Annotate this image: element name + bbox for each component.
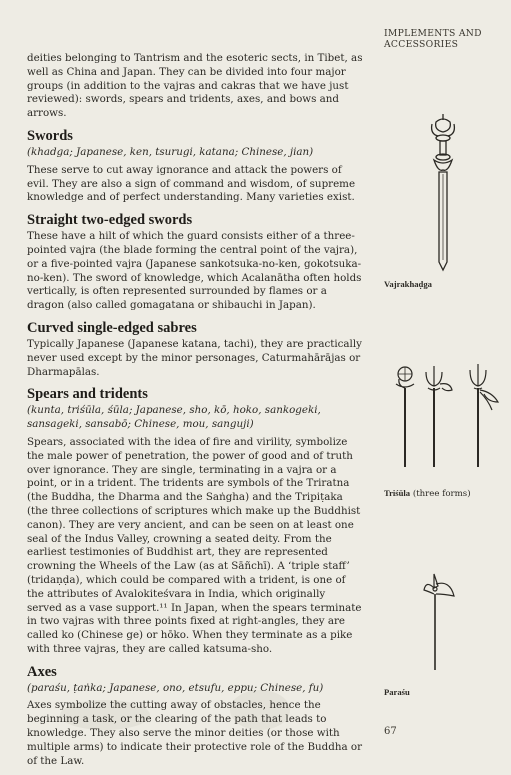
intro-paragraph: deities belonging to Tantrism and the esoteric sects, in Tibet, as well as China and Japan. They can be divided into four major groups (in addition to the vajras and cakras that we have just reviewed): swords, spears and tridents, axes, and bows and arrows. [27,52,363,120]
heading-spears-tridents: Spears and tridents [27,386,148,403]
caption-trisula-name: Triśūla [384,488,411,498]
vajrakhadga-illustration [418,112,468,272]
subtitle-swords: (khadga; Japanese, ken, tsurugi, katana; Chinese, jian) [27,145,314,158]
heading-swords: Swords [27,127,73,144]
body-axes: Axes symbolize the cutting away of obstacles, hence the beginning a task, or the clearing of the path that leads to knowledge. They also serve the minor deities (or those with multiple arms) to indicate their protective role of the Buddha or of the Law. [27,699,363,767]
parasu-illustration [420,572,460,672]
body-spears-tridents: Spears, associated with the idea of fire and virility, symbolize the male power of penetration, the power of good and of truth over ignorance. They are single, terminating in a vajra or a point, or in a trident. The tridents are symbols of the Triratna (the Buddha, the Dharma and the Saṅgha) and the Tripiṭaka (the three collections of scriptures which make up the Buddhist canon). They are very ancient, and can be seen on at least one seal of the Indus Valley, crowning a seated deity. From the earliest testimonies of Buddhist art, they are represented crowning the Wheels of the Law (as at Sāñchī). A ‘triple staff’ (tridaṇḍa), which could be compared with a trident, is one of the attributes of Avalokiteśvara in India, which originally served as a vase support.¹¹ In Japan, when the spears terminate in two vajras with three points fixed at right-angles, they are called ko (Chinese ge) or hōko. When they terminate as a pike with three vajras, they are called katsuma-sho. [27,435,362,655]
body-straight-swords: These have a hilt of which the guard consists either of a three-pointed vajra (the blade forming the central point of the vajra), or a five-pointed vajra (Japanese sankotsuka-no-ken, gokotsuka-no-ken). The sword of knowledge, which Acalanātha often holds vertically, is often represented surrounded by flames or a dragon (also called gomagatana or shibauchi in Japan). [27,230,362,312]
heading-axes: Axes [27,663,57,680]
caption-parasu-name: Paraśu [384,687,410,697]
page-number: 67 [384,726,397,737]
caption-parasu [384,687,410,698]
caption-vajrakhadga-name: Vajrakhaḍga [384,279,432,289]
main-text-column [27,52,363,775]
body-swords: These serve to cut away ignorance and attack the powers of evil. They are also a sign of command and wisdom, of supreme knowledge and of perfect understanding. Many varieties exist. [27,163,356,204]
trisula-illustration [388,362,508,472]
heading-straight-swords: Straight two-edged swords [27,212,193,229]
caption-vajrakhadga [384,279,432,290]
section-running-header: IMPLEMENTS AND ACCESSORIES [384,28,482,50]
caption-trisula [384,488,471,499]
caption-trisula-note: (three forms) [412,489,471,499]
subtitle-spears-tridents: (kunta, triśūla, śūla; Japanese, sho, kō, hoko, sankogeki, sansageki, sansabō; Chinese, mou, sanguji) [27,404,321,431]
heading-curved-sabres: Curved single-edged sabres [27,319,197,336]
subtitle-axes: (paraśu, ṭaṅka; Japanese, ono, etsufu, eppu; Chinese, fu) [27,681,324,694]
body-curved-sabres: Typically Japanese (Japanese katana, tachi), they are practically never used except by the minor personages, Caturmahārājas or Dharmapālas. [27,337,362,378]
